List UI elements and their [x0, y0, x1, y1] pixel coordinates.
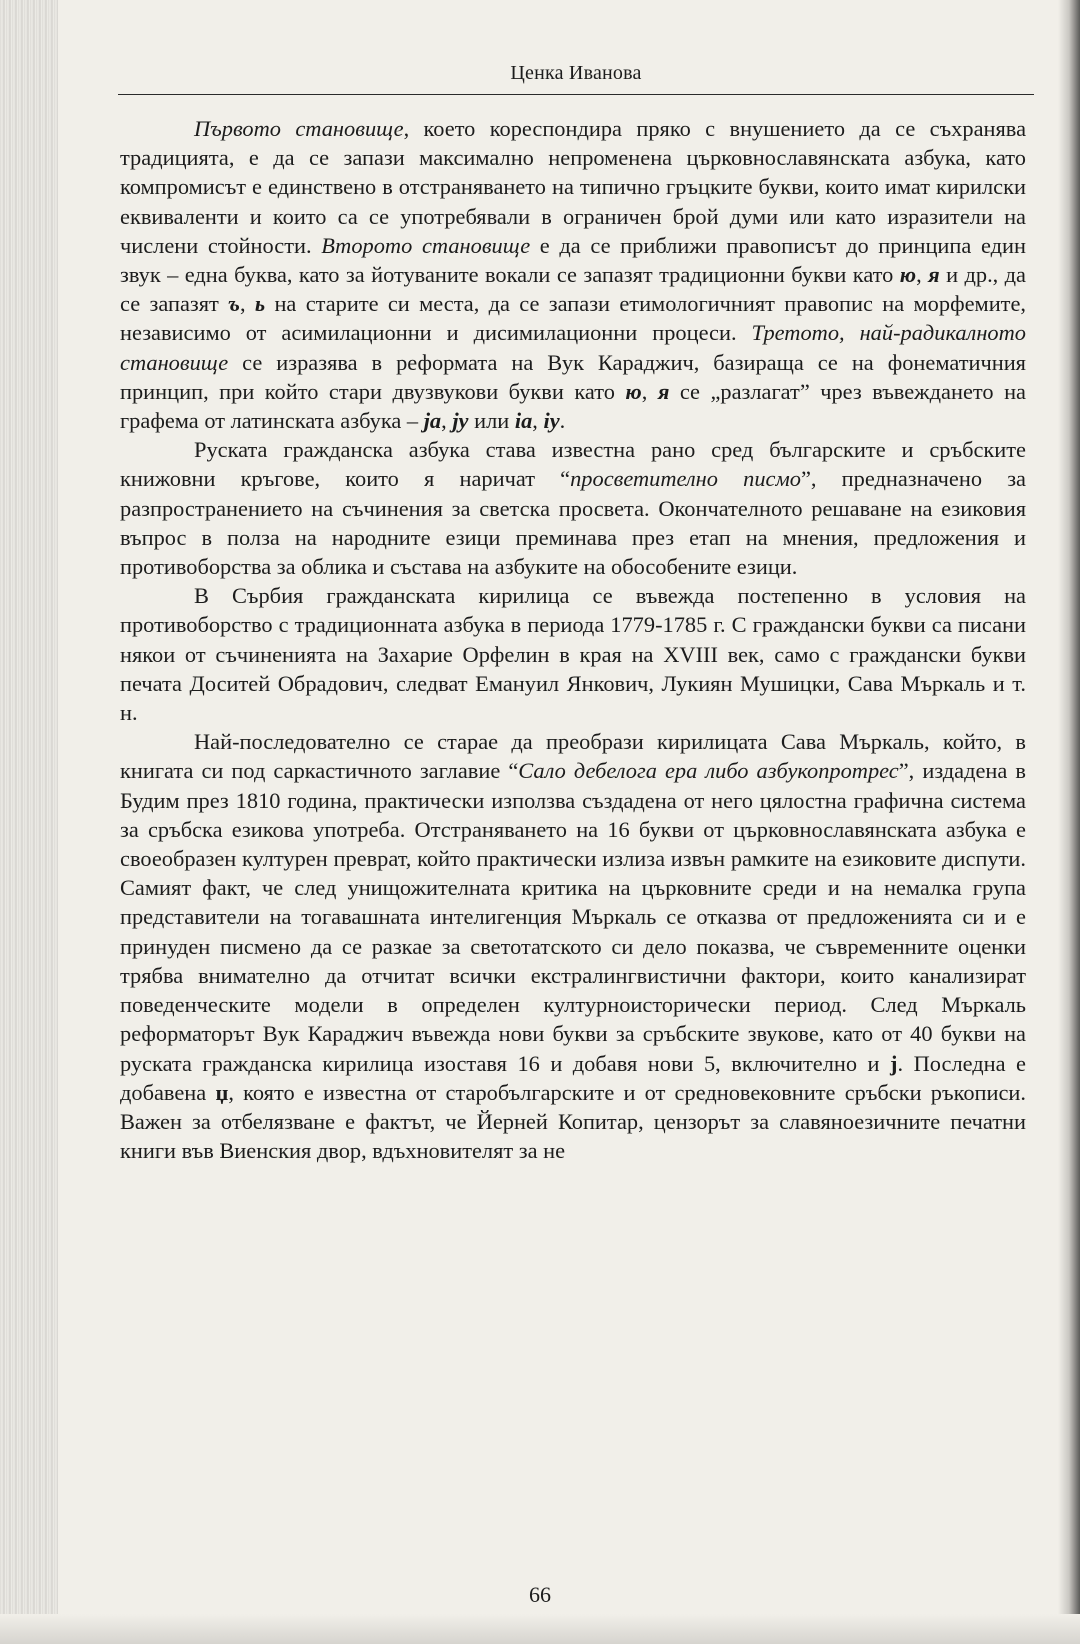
body-text — [120, 114, 1026, 1165]
letter-j: j — [890, 1050, 898, 1076]
paragraph-2: Руската гражданска азбука става известна рано сред българските и сръбските книжовни кръгове, които я наричат “просветително писмо”, предназначено за разпространението на съчинения за светска просвета. Окончателното решаване на езиковия въпрос в полза на народните езици преминава през етап на мнения, предложения и противоборства за облика и състава на азбуките на обособените езици. — [120, 437, 1026, 580]
book-page-edges — [0, 0, 58, 1644]
term-third-position: Третото, най-радикалното становище — [120, 320, 1026, 375]
running-head-author: Ценка Иванова — [510, 62, 642, 84]
paragraph-3: В Сърбия гражданската кирилица се въвежда постепенно в условия на противоборство с традиционната азбука в периода 1779-1785 г. С граждански букви са писани някои от съчиненията на Захарие Орфелин в края на XVIII век, само с граждански букви печата Доситей Обрадович, следват Емануил Янкович, Лукиян Мушицки, Сава Мъркаль и т. н. — [120, 583, 1026, 726]
book-spine-shadow — [1058, 0, 1080, 1644]
term-second-position: Второто становище — [321, 232, 531, 258]
term-enlightenment-script: просветително писмо — [570, 466, 801, 492]
page-number: 66 — [529, 1582, 551, 1607]
paragraph-1: Първото становище, което кореспондира пряко с внушението да се съхранява традицията, е да се запази максимално непроменена църковнославянската азбука, като компромисът е единствено в отстраняването на типично гръцките букви, които имат кирилски еквиваленти и които са се употребявали в ограничен брой думи или като изразители на числени стойности. Второто становище е да се приближи правописът до принципа един звук – една буква, като за йотуваните вокали се запазят традиционни букви като ю, я и др., да се запазят ъ, ь на старите си места, да се запази етимологичният правопис на морфемите, независимо от асимилационни и дисимилационни процеси. Третото, най-радикалното становище се изразява в реформата на Вук Караджич, базираща се на фонематичния принцип, при който стари двузвукови букви като ю, я се „разлагат” чрез въвеждането на графема от латинската азбука – ja, jy или ia, iy. — [120, 116, 1027, 434]
book-title: Сало дебелога ера либо азбукопротрес — [518, 758, 899, 784]
paragraph-4: Най-последователно се старае да преобрази кирилицата Сава Мъркаль, който, в книгата си под саркастичното заглавие “Сало дебелога ера либо азбукопротрес”, издадена в Будим през 1810 година, практически използва създадена от него цялостна графична система за сръбска езикова употреба. Отстраняването на 16 букви от църковнославянската азбука е своеобразен културен преврат, който практически излиза извън рамките на езиковите диспути. Самият факт, че след унищожителната критика на църковните среди и на немалка група представители на тогавашната интелигенция Мъркаль се отказва от предложенията си и е принуден писмено да се разкае за светотатското си дело показва, че съвременните оценки трябва внимателно да отчитат всички екстралингвистични фактори, които канализират поведенческите модели в определен културноисторически период. След Мъркаль реформаторът Вук Караджич въвежда нови букви за сръбските звукове, като от 40 букви на руската гражданска кирилица изоставя 16 и добавя нови 5, включително и j. Последна е добавена џ, която е известна от старобългарските и от средновековните сръбски ръкописи. Важен за отбелязване е фактът, че Йерней Копитар, цензорът за славяноезичните печатни книги във Виенския двор, вдъхновителят за не — [120, 729, 1026, 1164]
letter-dzhe: џ — [215, 1079, 229, 1105]
header-rule — [118, 94, 1034, 95]
scan-bottom-shadow — [0, 1614, 1080, 1644]
term-first-position: Първото становище — [194, 116, 404, 141]
